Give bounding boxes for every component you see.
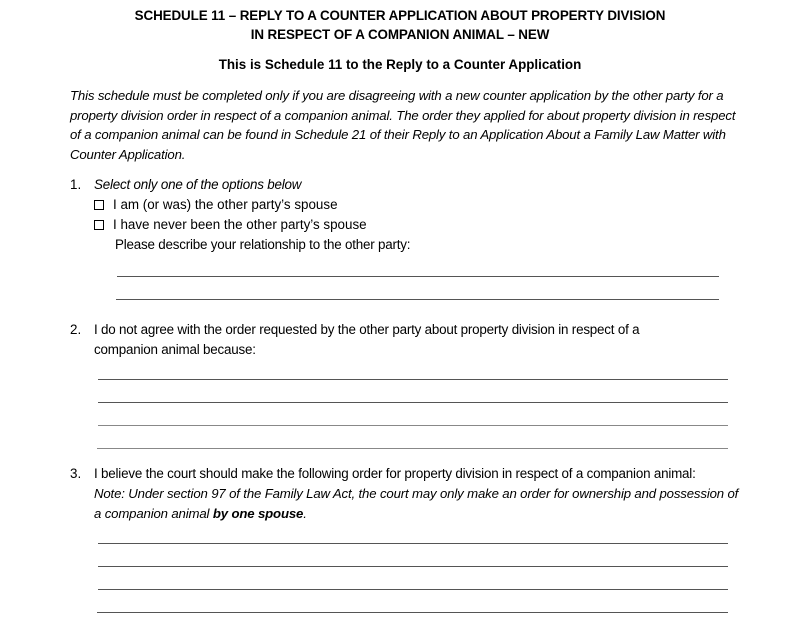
checkbox-spouse[interactable]	[94, 200, 104, 210]
relationship-prompt: Please describe your relationship to the other party:	[115, 237, 411, 252]
order-answer-line[interactable]	[97, 612, 728, 613]
reason-answer-line[interactable]	[97, 448, 728, 449]
option-spouse-label: I am (or was) the other party’s spouse	[113, 197, 338, 212]
option-spouse[interactable]	[94, 197, 338, 212]
question-2-prompt: I do not agree with the order requested by the other party about property division in respect of a companion animal because:	[94, 322, 640, 357]
relationship-answer-line[interactable]	[116, 299, 719, 300]
option-never-spouse-label: I have never been the other party’s spouse	[113, 217, 367, 232]
question-3-note	[94, 484, 744, 523]
schedule-title-line-2: IN RESPECT OF A COMPANION ANIMAL – NEW	[250, 27, 550, 42]
question-3-number: 3.	[70, 466, 82, 481]
relationship-answer-line[interactable]	[117, 276, 719, 277]
checkbox-never-spouse[interactable]	[94, 220, 104, 230]
question-2-number: 2.	[70, 322, 82, 337]
intro-paragraph: This schedule must be completed only if you are disagreeing with a new counter application by the other party for a property division order in respect of a companion animal. The order they applied for about property division in respect of a companion animal can be found in Schedule 21 of their Reply to an Application About a Family Law Matter with Counter Application.	[70, 88, 736, 162]
order-answer-line[interactable]	[98, 589, 728, 590]
option-never-spouse[interactable]	[94, 217, 367, 232]
note-end: .	[303, 505, 307, 521]
question-1-prompt: Select only one of the options below	[94, 177, 302, 192]
note-emphasis: by one spouse	[212, 505, 304, 521]
question-3-prompt: I believe the court should make the following order for property division in respect of a companion animal:	[94, 466, 696, 481]
note-text: Note: Under section 97 of the Family Law Act, the court may only make an order for ownership and possession of a companion animal	[94, 486, 739, 521]
reason-answer-line[interactable]	[98, 379, 728, 380]
order-answer-line[interactable]	[98, 566, 728, 567]
reason-answer-line[interactable]	[98, 402, 728, 403]
schedule-title-line-1: SCHEDULE 11 – REPLY TO A COUNTER APPLICATION ABOUT PROPERTY DIVISION	[134, 8, 666, 23]
question-1-number: 1.	[70, 177, 82, 192]
order-answer-line[interactable]	[98, 543, 728, 544]
reason-answer-line[interactable]	[98, 425, 728, 426]
schedule-subtitle: This is Schedule 11 to the Reply to a Counter Application	[218, 57, 582, 72]
